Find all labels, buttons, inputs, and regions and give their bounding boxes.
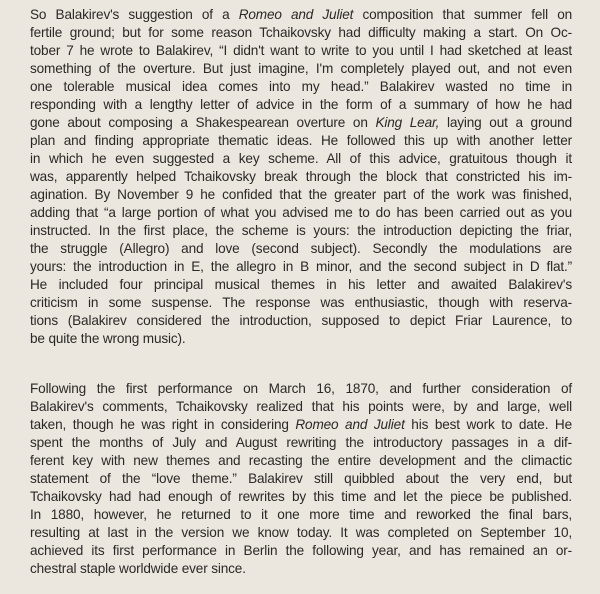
text-line [30, 240, 572, 258]
text-segment: taken, though he was right in considering [30, 417, 296, 432]
text-segment: Tchaikovsky had had enough of rewrites by this time and let the piece be published. [30, 489, 572, 504]
text-segment: agination. By November 9 he confided that the greater part of the work was finished, [30, 187, 572, 202]
text-segment: laying out a ground [439, 115, 572, 130]
text-line [30, 312, 572, 330]
text-segment: the struggle (Allegro) and love (second subject). Secondly the modulations are [30, 241, 572, 256]
text-segment: be quite the wrong music). [30, 331, 186, 346]
text-line [30, 222, 572, 240]
text-line [30, 168, 572, 186]
text-segment: tober 7 he wrote to Balakirev, “I didn't want to write to you until I had sketched at least [30, 43, 572, 58]
text-line [30, 42, 572, 60]
text-line [30, 276, 572, 294]
text-line [30, 294, 572, 312]
text-line [30, 434, 572, 452]
text-line [30, 560, 572, 578]
text-segment: adding that “a large portion of what you advised me to do has been carried out as you [30, 205, 572, 220]
text-line [30, 6, 572, 24]
text-segment: instructed. In the first place, the scheme is yours: the introduction depicting the friar, [30, 223, 572, 238]
text-segment: in which he even suggested a key scheme. All of this advice, gratuitous though it [30, 151, 572, 166]
text-segment: criticism in some suspense. The response was enthusiastic, though with reserva- [30, 295, 572, 310]
text-line [30, 60, 572, 78]
text-segment: fertile ground; but for some reason Tchaikovsky had difficulty making a start. On Oc- [30, 25, 572, 40]
paragraph-2 [30, 380, 572, 578]
text-segment: achieved its first performance in Berlin the following year, and has remained an or- [30, 543, 572, 558]
text-line [30, 186, 572, 204]
text-segment: his best work to date. He [404, 417, 572, 432]
text-line [30, 470, 572, 488]
text-segment: responding with a lengthy letter of advice in the form of a summary of how he had [30, 97, 572, 112]
italic-title: King Lear, [375, 115, 440, 130]
text-line [30, 204, 572, 222]
text-segment: chestral staple worldwide ever since. [30, 561, 246, 576]
text-line [30, 398, 572, 416]
text-line [30, 452, 572, 470]
text-segment: So Balakirev's suggestion of a [30, 7, 239, 22]
text-line [30, 78, 572, 96]
text-segment: composition that summer fell on [353, 7, 573, 22]
text-segment: yours: the introduction in E, the allegro in B minor, and the second subject in D flat.” [30, 259, 572, 274]
text-segment: In 1880, however, he returned to it one more time and reworked the final bars, [30, 507, 572, 522]
paragraph-1 [30, 6, 572, 348]
text-line [30, 542, 572, 560]
italic-title: Romeo and Juliet [238, 7, 354, 22]
text-line [30, 114, 572, 132]
text-line [30, 132, 572, 150]
text-line [30, 524, 572, 542]
text-line [30, 24, 572, 42]
text-segment: spent the months of July and August rewriting the introductory passages in a dif- [30, 435, 572, 450]
text-segment: was, apparently helped Tchaikovsky break through the block that constricted his im- [30, 169, 572, 184]
text-segment: one tolerable musical idea comes into my head.” Balakirev wasted no time in [30, 79, 572, 94]
text-line [30, 150, 572, 168]
text-line [30, 380, 572, 398]
text-segment: resulting at last in the version we know today. It was completed on September 10, [30, 525, 572, 540]
text-segment: tions (Balakirev considered the introduction, supposed to depict Friar Laurence, to [30, 313, 572, 328]
text-line [30, 416, 572, 434]
italic-title: Romeo and Juliet [295, 417, 405, 432]
text-line [30, 96, 572, 114]
text-segment: ferent key with new themes and recasting the entire development and the climactic [30, 453, 572, 468]
text-line [30, 488, 572, 506]
text-segment: statement of the “love theme.” Balakirev still quibbled about the very end, but [30, 471, 572, 486]
text-line [30, 506, 572, 524]
text-segment: He included four principal musical themes in his letter and awaited Balakirev's [30, 277, 572, 292]
text-line [30, 258, 572, 276]
text-segment: something of the overture. But just imagine, I'm completely played out, and not even [30, 61, 572, 76]
text-segment: Following the first performance on March 16, 1870, and further consideration of [30, 381, 572, 396]
text-line [30, 330, 572, 348]
text-segment: plan and finding appropriate thematic ideas. He followed this up with another letter [30, 133, 572, 148]
text-segment: gone about composing a Shakespearean overture on [30, 115, 376, 130]
text-segment: Balakirev's comments, Tchaikovsky realized that his points were, by and large, well [30, 399, 572, 414]
